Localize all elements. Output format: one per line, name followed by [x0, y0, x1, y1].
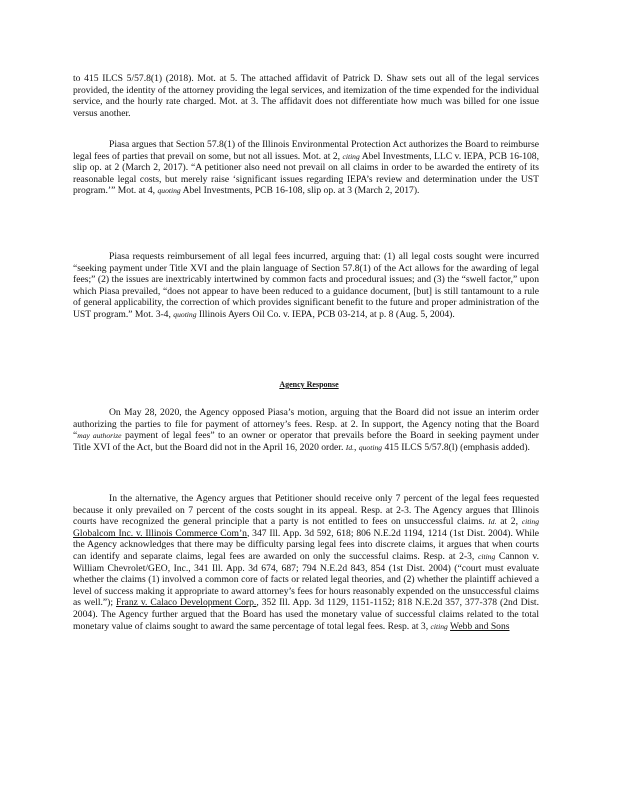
citation-signal: quoting [157, 186, 181, 196]
case-name: Franz v. Calaco Development Corp. [116, 597, 257, 609]
case-name: Webb and Sons [450, 620, 510, 632]
paragraph-text: Piasa requests reimbursement of all legal fees incurred, arguing that: (1) all legal costs sought were incurred “seeking payment under Title XVI and the plain language of Section 57.8(1) of the Act allows for the awarding of legal fees;” (2) the issues are inextricably intertwined by common facts and procedural issues; and (3) the “swell factor,” upon which Piasa prevailed, “does not appear to have been reduced to a guidance document, [but] is still tantamount to a rule of general applicability, the correction of which provides significant benefit to the future and proper administration of the UST program.” Mot. 3-4, [73, 251, 539, 320]
paragraph-text: Abel Investments, PCB 16-108, slip op. at 3 (March 2, 2017). [182, 185, 420, 197]
case-name: Globalcom Inc. v. Illinois Commerce Com’n [73, 527, 247, 539]
paragraph-text: Cannon v. William Chevrolet/GEO, Inc., 341 Ill. App. 3d 674, 687; 794 N.E.2d 843, 854 (1st Dist. 2004) (“court must evaluate whether the claims (1) involved a common core of facts or related legal theories, and (2) whether the plaintiff achieved a level of success making it appropriate to award attorney’s fees for hours reasonably expended on the unsuccessful claims as well.”); [73, 550, 539, 609]
paragraph-text: payment of legal fees” to an owner or operator that prevails before the Board in seeking payment under Title XVI of the Act, but the Board did not in the April 16, 2020 order. [73, 430, 539, 453]
citation-signal: citing [430, 621, 448, 631]
heading-text: Agency Response [279, 380, 339, 389]
paragraph-text: , 347 Ill. App. 3d 592, 618; 806 N.E.2d 1194, 1214 (1st Dist. 2004). While the Agency acknowledges that there may be difficulty parsing legal fees into discrete claims, it argues that when courts can identify and separate claims, legal fees are awarded on only the successful claims. Resp. at 2-3, [73, 527, 539, 562]
citation-signal: citing [342, 151, 360, 161]
id-citation: Id. [488, 517, 497, 527]
id-citation: Id. [345, 442, 355, 452]
paragraph-text: On May 28, 2020, the Agency opposed Piasa’s motion, arguing that the Board did not issue an interim order authorizing the parties to file for payment of attorney’s fees. Resp. at 2. In support, the Agency noting that the Board “ [73, 407, 539, 442]
paragraph-text: to 415 ILCS 5/57.8(1) (2018). Mot. at 5. The attached affidavit of Patrick D. Shaw sets out all of the legal services provided, the identity of the attorney providing the legal services, and itemization of the time expended for the individual service, and the hourly rate charged. Mot. at 3. The affidavit does not differentiate how much was billed for one issue versus another. [73, 73, 539, 119]
paragraph-alternative [73, 493, 539, 632]
citation-signal: citing [477, 551, 496, 561]
paragraph-text: , 352 Ill. App. 3d 1129, 1151-1152; 818 N.E.2d 357, 377-378 (2nd Dist. 2004). The Agency further argued that the Board has used the monetary value of successful claims related to the total monetary value of claims sought to award the same percentage of total legal fees. Resp. at 3, [73, 597, 539, 632]
paragraph-piasa-requests [73, 251, 539, 321]
paragraph-agency-opposed: On May 28, 2020, the Agency opposed Piasa’s motion, arguing that the Board did not issue an interim order authorizing the parties to file for payment of attorney’s fees. Resp. at 2. In support, the Agency noting that the Board “may authorize payment of legal fees” to an owner or operator that prevails before the Board in seeking payment under Title XVI of the Act, but the Board did not in the April 16, 2020 order. Id., quoting 415 ILCS 5/57.8(l) (emphasis added). [73, 407, 539, 453]
paragraph-text: 415 ILCS 5/57.8(l) (emphasis added). [384, 441, 530, 453]
emphasis-text: may authorize [77, 431, 122, 441]
paragraph-text: Illinois Ayers Oil Co. v. IEPA, PCB 03-214, at p. 8 (Aug. 5, 2004). [198, 308, 455, 320]
paragraph-piasa-argues [73, 139, 539, 197]
paragraph-text: In the alternative, the Agency argues that Petitioner should receive only 7 percent of the legal fees requested because it only prevailed on 7 percent of the costs sought in its appeal. Resp. at 2-3. The Agency argues that Illinois courts have recognized the general principle that a party is not entitled to fees on unsuccessful claims. [73, 493, 539, 528]
paragraph-affidavit [73, 73, 539, 119]
paragraph-text: Abel Investments, LLC v. IEPA, PCB 16-108, slip op. at 2 (March 2, 2017). “A petitioner also need not prevail on all claims in order to be awarded the entirety of its reasonable legal costs, but merely raise ‘significant issues regarding IEPA’s review and determination under the UST program.’” Mot. at 4, [73, 150, 539, 197]
citation-signal: quoting [173, 309, 197, 319]
paragraph-text: Piasa argues that Section 57.8(1) of the Illinois Environmental Protection Act authorizes the Board to reimburse legal fees of parties that prevail on some, but not all issues. Mot. at 2, [73, 139, 539, 162]
paragraph-text: at 2, [500, 516, 519, 528]
citation-signal: quoting [358, 442, 383, 452]
section-heading [0, 379, 618, 391]
citation-signal: citing [521, 517, 540, 527]
